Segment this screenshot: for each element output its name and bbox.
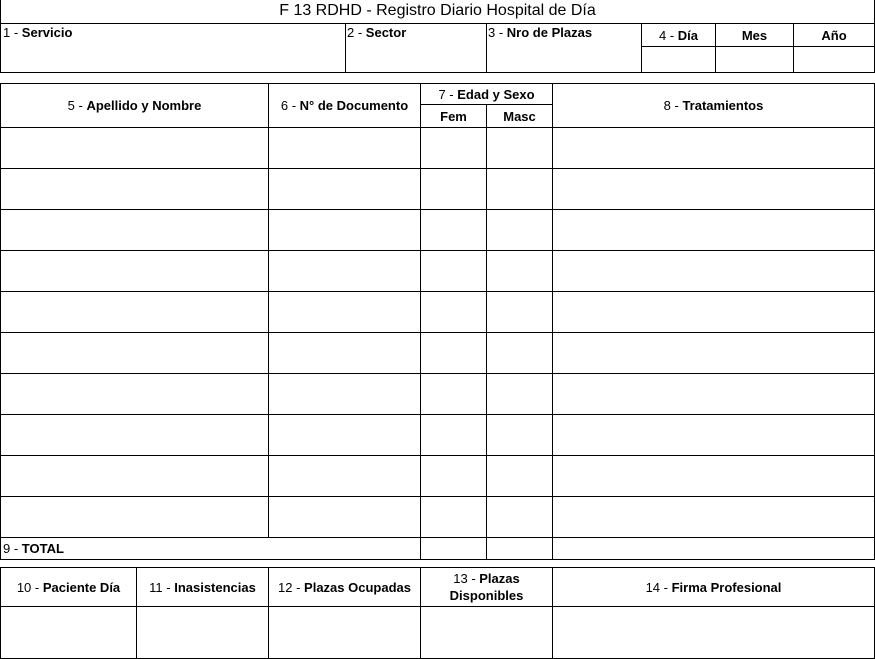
masc-cell[interactable] (487, 210, 552, 250)
table-row (1, 497, 874, 537)
documento-cell[interactable] (269, 251, 420, 291)
apellido-nombre-cell[interactable] (1, 292, 268, 332)
fem-header: Fem (440, 109, 467, 124)
documento-header: 6 - N° de Documento (280, 98, 409, 113)
plazas-ocupadas-field[interactable] (269, 607, 420, 658)
anio-label: Año (821, 28, 847, 43)
plazas-disponibles-field[interactable] (421, 607, 552, 658)
mes-label: Mes (741, 28, 768, 43)
documento-cell[interactable] (269, 415, 420, 455)
tratamientos-cell[interactable] (553, 210, 874, 250)
inasistencias-field[interactable] (137, 607, 268, 658)
table-row (1, 292, 874, 332)
mes-field[interactable] (716, 47, 793, 72)
dia-field[interactable] (642, 47, 715, 72)
tratamientos-cell[interactable] (553, 251, 874, 291)
apellido-nombre-cell[interactable] (1, 374, 268, 414)
fem-cell[interactable] (421, 497, 486, 537)
apellido-nombre-cell[interactable] (1, 333, 268, 373)
firma-profesional-field[interactable] (553, 607, 874, 658)
tratamientos-cell[interactable] (553, 333, 874, 373)
total-fem-cell[interactable] (421, 538, 486, 559)
table-row (1, 128, 874, 168)
fem-cell[interactable] (421, 292, 486, 332)
masc-cell[interactable] (487, 169, 552, 209)
form-title: F 13 RDHD - Registro Diario Hospital de Día (279, 2, 596, 19)
table-row (1, 251, 874, 291)
tratamientos-cell[interactable] (553, 415, 874, 455)
total-tratamientos-cell[interactable] (553, 538, 874, 559)
servicio-field[interactable] (1, 42, 345, 72)
inasistencias-label: 11 - Inasistencias (149, 580, 256, 595)
firma-profesional-label: 14 - Firma Profesional (645, 580, 782, 595)
total-masc-cell[interactable] (487, 538, 552, 559)
dia-label: 4 - Día (658, 28, 699, 43)
apellido-nombre-cell[interactable] (1, 415, 268, 455)
fem-cell[interactable] (421, 251, 486, 291)
fem-cell[interactable] (421, 169, 486, 209)
table-row (1, 456, 874, 496)
documento-cell[interactable] (269, 210, 420, 250)
apellido-nombre-cell[interactable] (1, 251, 268, 291)
documento-cell[interactable] (269, 374, 420, 414)
plazas-ocupadas-label: 12 - Plazas Ocupadas (278, 580, 411, 595)
table-row (1, 169, 874, 209)
tratamientos-cell[interactable] (553, 374, 874, 414)
tratamientos-cell[interactable] (553, 169, 874, 209)
total-label: 9 - TOTAL (3, 541, 64, 556)
documento-cell[interactable] (269, 292, 420, 332)
edad-sexo-header: 7 - Edad y Sexo (438, 87, 535, 102)
paciente-dia-label: 10 - Paciente Día (16, 580, 121, 595)
tratamientos-header: 8 - Tratamientos (663, 98, 764, 113)
tratamientos-cell[interactable] (553, 497, 874, 537)
masc-cell[interactable] (487, 251, 552, 291)
documento-cell[interactable] (269, 456, 420, 496)
tratamientos-cell[interactable] (553, 456, 874, 496)
masc-cell[interactable] (487, 128, 552, 168)
apellido-nombre-cell[interactable] (1, 210, 268, 250)
documento-cell[interactable] (269, 169, 420, 209)
apellido-nombre-cell[interactable] (1, 456, 268, 496)
documento-cell[interactable] (269, 497, 420, 537)
fem-cell[interactable] (421, 210, 486, 250)
plazas-disponibles-label-line2: Disponibles (449, 588, 524, 603)
fem-cell[interactable] (421, 333, 486, 373)
apellido-nombre-cell[interactable] (1, 128, 268, 168)
nro-plazas-field[interactable] (487, 42, 641, 72)
anio-field[interactable] (794, 47, 874, 72)
masc-cell[interactable] (487, 333, 552, 373)
masc-cell[interactable] (487, 292, 552, 332)
tratamientos-cell[interactable] (553, 292, 874, 332)
sector-field[interactable] (346, 42, 486, 72)
paciente-dia-field[interactable] (1, 607, 136, 658)
apellido-nombre-cell[interactable] (1, 169, 268, 209)
fem-cell[interactable] (421, 415, 486, 455)
nro-plazas-label: 3 - Nro de Plazas (488, 25, 593, 40)
sector-label: 2 - Sector (347, 25, 407, 40)
fem-cell[interactable] (421, 374, 486, 414)
table-row (1, 374, 874, 414)
fem-cell[interactable] (421, 456, 486, 496)
table-row (1, 210, 874, 250)
apellido-nombre-header: 5 - Apellido y Nombre (67, 98, 202, 113)
fem-cell[interactable] (421, 128, 486, 168)
plazas-disponibles-label: 13 - Plazas (453, 571, 520, 586)
masc-cell[interactable] (487, 374, 552, 414)
tratamientos-cell[interactable] (553, 128, 874, 168)
masc-cell[interactable] (487, 415, 552, 455)
masc-cell[interactable] (487, 456, 552, 496)
table-row (1, 333, 874, 373)
servicio-label: 1 - Servicio (3, 25, 73, 40)
apellido-nombre-cell[interactable] (1, 497, 268, 537)
masc-cell[interactable] (487, 497, 552, 537)
table-row (1, 415, 874, 455)
masc-header: Masc (503, 109, 536, 124)
documento-cell[interactable] (269, 128, 420, 168)
documento-cell[interactable] (269, 333, 420, 373)
